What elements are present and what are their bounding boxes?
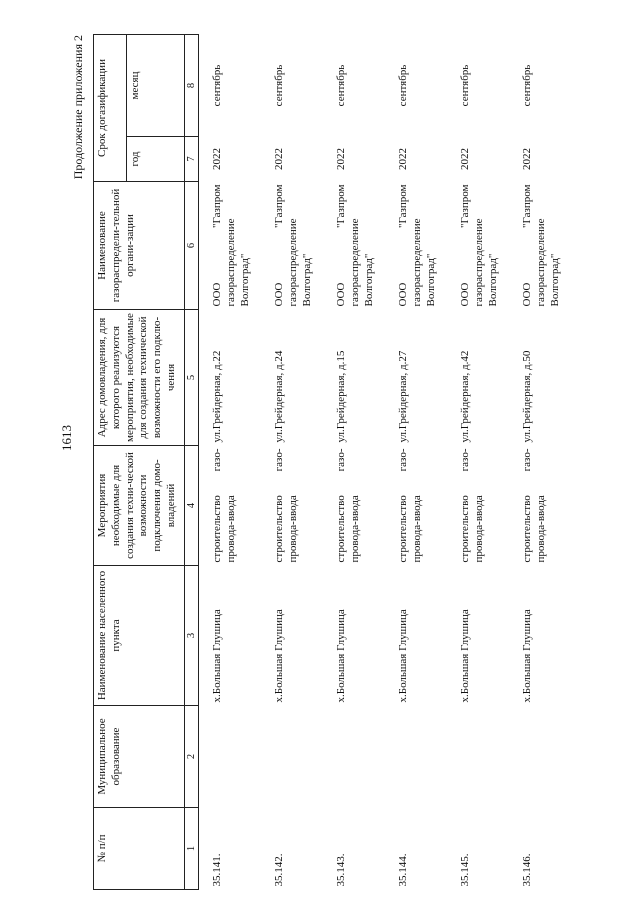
header-month: месяц <box>127 34 185 136</box>
row-month: сентябрь <box>211 64 224 107</box>
row-month: сентябрь <box>521 64 534 107</box>
header-municipality: Муниципальное образование <box>94 706 185 808</box>
row-number: 35.144. <box>397 853 410 887</box>
row-municipality <box>509 706 571 808</box>
column-number: 6 <box>185 182 199 310</box>
row-year: 2022 <box>273 148 286 170</box>
header-address: Адрес домовладения, для которого реализуются мероприятия, необходимые для создания технической возможности его подклю-чения <box>94 310 185 446</box>
row-address: ул.Грейдерная, д.24 <box>273 350 286 443</box>
column-number: 1 <box>185 808 199 890</box>
row-measure: строительство газо-провода-ввода <box>521 448 547 563</box>
header-measure: Мероприятия необходимые для создания техни-ческой возможности подключения домо-владений <box>94 446 185 566</box>
header-num: № п/п <box>94 808 185 890</box>
row-settlement: х.Большая Глушица <box>521 609 534 703</box>
row-settlement: х.Большая Глушица <box>273 609 286 703</box>
column-number: 3 <box>185 566 199 706</box>
row-organization: ООО "Газпром газораспределение Волгоград" <box>397 184 437 307</box>
row-address: ул.Грейдерная, д.22 <box>211 350 224 443</box>
row-municipality <box>385 706 447 808</box>
column-number: 5 <box>185 310 199 446</box>
row-year: 2022 <box>459 148 472 170</box>
column-number: 7 <box>185 137 199 182</box>
row-address: ул.Грейдерная, д.50 <box>521 350 534 443</box>
row-year: 2022 <box>397 148 410 170</box>
row-measure: строительство газо-провода-ввода <box>459 448 485 563</box>
row-month: сентябрь <box>397 64 410 107</box>
row-measure: строительство газо-провода-ввода <box>397 448 423 563</box>
row-number: 35.141. <box>211 853 224 887</box>
header-organization: Наименование газораспредели-тельной органи-зации <box>94 182 185 310</box>
row-number: 35.145. <box>459 853 472 887</box>
column-number: 8 <box>185 34 199 136</box>
gasification-table <box>93 34 571 890</box>
row-number: 35.146. <box>521 853 534 887</box>
row-year: 2022 <box>335 148 348 170</box>
row-address: ул.Грейдерная, д.27 <box>397 350 410 443</box>
row-organization: ООО "Газпром газораспределение Волгоград" <box>273 184 313 307</box>
row-address: ул.Грейдерная, д.42 <box>459 350 472 443</box>
row-address: ул.Грейдерная, д.15 <box>335 350 348 443</box>
header-deadline-group: Срок догазификации <box>94 34 127 181</box>
header-row <box>94 34 127 889</box>
table-row <box>199 34 262 889</box>
row-organization: ООО "Газпром газораспределение Волгоград" <box>521 184 561 307</box>
row-municipality <box>323 706 385 808</box>
continuation-label: Продолжение приложения 2 <box>71 35 85 180</box>
row-organization: ООО "Газпром газораспределение Волгоград" <box>335 184 375 307</box>
column-number-row <box>185 34 199 889</box>
row-month: сентябрь <box>273 64 286 107</box>
row-settlement: х.Большая Глушица <box>335 609 348 703</box>
column-number: 4 <box>185 446 199 566</box>
row-measure: строительство газо-провода-ввода <box>211 448 237 563</box>
row-month: сентябрь <box>335 64 348 107</box>
row-year: 2022 <box>211 148 224 170</box>
table-row <box>261 34 323 889</box>
table-row <box>323 34 385 889</box>
row-municipality <box>447 706 509 808</box>
header-settlement: Наименование населенного пункта <box>94 566 185 706</box>
row-number: 35.142. <box>273 853 286 887</box>
row-organization: ООО "Газпром газораспределение Волгоград" <box>459 184 499 307</box>
row-month: сентябрь <box>459 64 472 107</box>
column-number: 2 <box>185 706 199 808</box>
rotated-page-content <box>65 35 625 890</box>
row-organization: ООО "Газпром газораспределение Волгоград" <box>211 184 251 307</box>
row-municipality <box>199 706 262 808</box>
page-number: 1613 <box>59 425 74 451</box>
header-year: год <box>127 137 185 182</box>
table-row <box>509 34 571 889</box>
row-settlement: х.Большая Глушица <box>459 609 472 703</box>
row-measure: строительство газо-провода-ввода <box>335 448 361 563</box>
row-settlement: х.Большая Глушица <box>211 609 224 703</box>
row-municipality <box>261 706 323 808</box>
row-year: 2022 <box>521 148 534 170</box>
table-row <box>385 34 447 889</box>
row-measure: строительство газо-провода-ввода <box>273 448 299 563</box>
row-number: 35.143. <box>335 853 348 887</box>
table-row <box>447 34 509 889</box>
row-settlement: х.Большая Глушица <box>397 609 410 703</box>
